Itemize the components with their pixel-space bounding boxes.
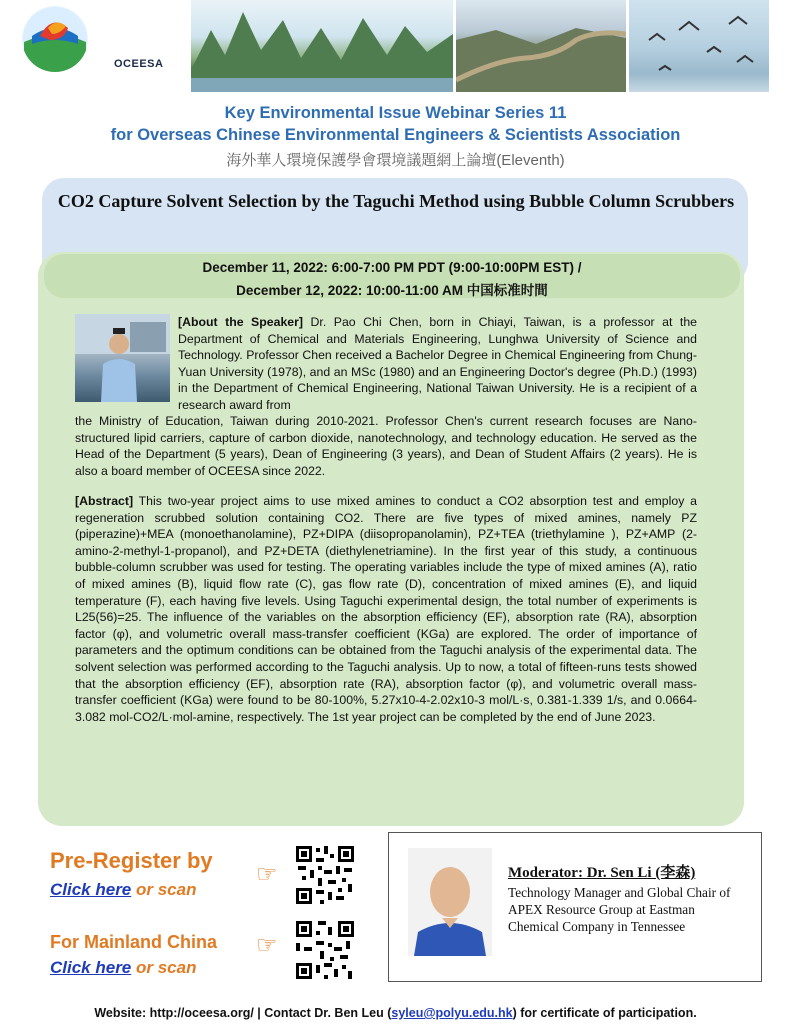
or-scan-text: or scan	[131, 880, 197, 899]
pointing-hand-icon: ☞	[256, 861, 278, 888]
click-here-link[interactable]: Click here	[50, 880, 132, 899]
pointing-hand-icon-2: ☞	[256, 932, 278, 959]
abstract-paragraph	[75, 493, 697, 725]
speaker-heading: [About the Speaker]	[178, 315, 304, 329]
talk-title: CO2 Capture Solvent Selection by the Taguchi Method using Bubble Column Scrubbers	[57, 191, 735, 211]
logo-text: OCEESA	[114, 58, 164, 70]
footer-prefix: Website: http://oceesa.org/ | Contact Dr. Ben Leu (	[94, 1006, 392, 1020]
qr-code-icon[interactable]	[294, 844, 356, 906]
footer-suffix: ) for certificate of participation.	[512, 1006, 697, 1020]
qr-code-mainland-icon[interactable]	[294, 919, 356, 981]
speaker-bio-part1	[178, 314, 697, 414]
register-link-line	[50, 880, 196, 900]
contact-email-link[interactable]: syleu@polyu.edu.hk	[391, 1006, 513, 1020]
great-wall-photo	[456, 0, 626, 92]
birds-flying-photo	[629, 0, 769, 92]
abstract-body: This two-year project aims to use mixed amines to conduct a CO2 absorption test and employ a regeneration scrubbed solution containing CO2. There are five types of mixed amines, namely PZ (piperazine)+MEA (monoethanolamine), PZ+DIPA (diisopropanolamin), PZ+TEA (triethylamine ), PZ+AMP (2-amino-2-methyl-1-propanol), and PZ+DETA (diethylenetriamine). In the first year of this study, a continuous bubble-column scrubber was used for testing. The operating variables include the type of mixed amines (A), ratio of mixed amines (B), liquid flow rate (C), gas flow rate (D), concentration of mixed amines (E), and liquid temperature (F), each having five levels. Using Taguchi experimental design, the total number of experiments is L25(56)=25. The influence of the variables on the absorption efficiency (EF), absorption rate (RA), absorption factor (φ), and volumetric overall mass-transfer coefficient (KGa) are explored. The order of importance of parameters and the optimum conditions can be obtained from the Taguchi analysis of the experimental data. The solvent selection was performed according to the Taguchi analysis. Up to now, a total of fifteen-runs tests showed that the absorption efficiency (EF), absorption rate (RA), absorption factor (φ), and volumetric overall mass-transfer coefficient (KGa) were found to be 80-100%, 5.27x10-4-2.02x10-3 mol/L·s, 0.381-1.339 1/s, and 0.0664-3.082 mol-CO2/L·mol-amine, respectively. The 1st year project can be completed by the end of June 2023.	[75, 494, 697, 724]
moderator-name: Moderator: Dr. Sen Li (李森)	[508, 865, 696, 881]
association-title: for Overseas Chinese Environmental Engineers & Scientists Association	[110, 126, 681, 144]
mainland-china-label: For Mainland China	[50, 932, 218, 952]
date-line-2: December 12, 2022: 10:00-11:00 AM 中国标准时間	[236, 283, 548, 298]
abstract-heading: [Abstract]	[75, 494, 134, 508]
or-scan-text-2: or scan	[131, 958, 197, 977]
karst-landscape-photo	[191, 0, 453, 92]
footer	[0, 1006, 791, 1020]
mainland-link-line	[50, 958, 196, 978]
speaker-bio-part2: the Ministry of Education, Taiwan during 2010-2021. Professor Chen's current research focuses are Nano-structured lipid carriers, capture of carbon dioxide, nanotechnology, and technology education. He served as the Head of the Department (5 years), Dean of Engineering (3 years), and Dean of Student Affairs (2 years). He is also a board member of OCEESA since 2022.	[75, 414, 697, 478]
date-line-1: December 11, 2022: 6:00-7:00 PM PDT (9:00-10:00PM EST) /	[202, 260, 582, 275]
speaker-bio-text1: Dr. Pao Chi Chen, born in Chiayi, Taiwan, is a professor at the Department of Chemical and Materials Engineering, Lunghwa University of Science and Technology. Professor Chen received a Bachelor Degree in Chemical Engineering from Chung-Yuan University (1978), and an MSc (1980) and an Engineering Doctor's degree (Ph.D.) (1993) in the Department of Chemical Engineering, National Taiwan University. He is a recipient of a research award from	[178, 315, 697, 412]
moderator-photo	[408, 848, 492, 956]
speaker-photo	[75, 314, 170, 402]
click-here-mainland-link[interactable]: Click here	[50, 958, 132, 977]
moderator-description: Technology Manager and Global Chair of APEX Resource Group at Eastman Chemical Company in Tennessee	[508, 885, 731, 934]
pre-register-label: Pre-Register by	[50, 848, 213, 873]
chinese-title: 海外華人環境保護學會環境議題網上論壇(Eleventh)	[226, 152, 565, 169]
oceesa-logo	[22, 6, 88, 72]
series-title: Key Environmental Issue Webinar Series 11	[224, 104, 567, 122]
